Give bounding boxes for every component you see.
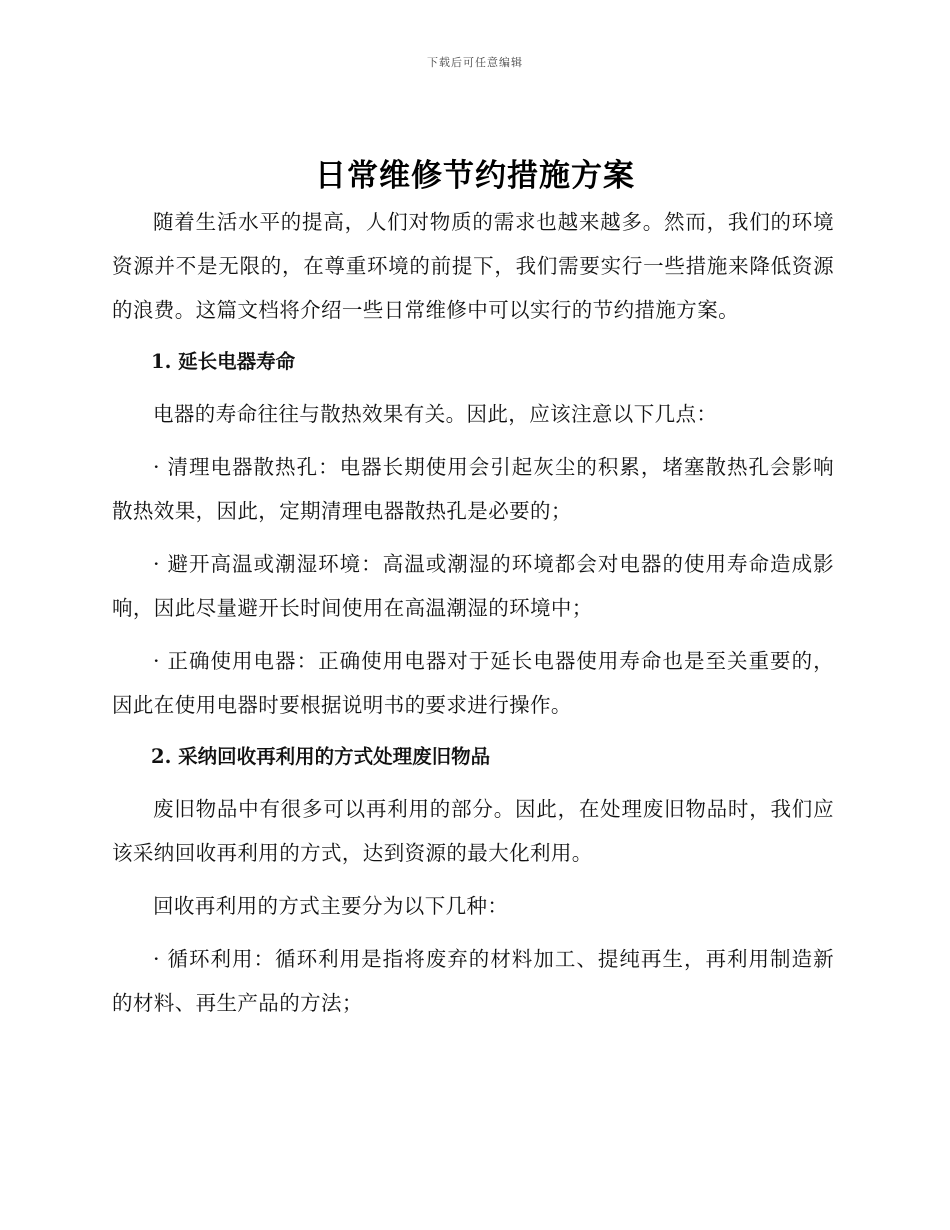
section-1-lead: 电器的寿命往往与散热效果有关。因此，应该注意以下几点： bbox=[153, 402, 718, 426]
section-2-lead: 废旧物品中有很多可以再利用的部分。因此，在处理废旧物品时，我们应该采纳回收再利用的方式，达到资源的最大化利用。 bbox=[112, 797, 834, 865]
section-1-bullet: · 避开高温或潮湿环境：高温或潮湿的环境都会对电器的使用寿命造成影响，因此尽量避开长时间使用在高温潮湿的环境中； bbox=[112, 552, 834, 620]
section-1-bullet: · 正确使用电器：正确使用电器对于延长电器使用寿命也是至关重要的，因此在使用电器时要根据说明书的要求进行操作。 bbox=[112, 649, 834, 717]
intro-paragraph: 随着生活水平的提高，人们对物质的需求也越来越多。然而，我们的环境资源并不是无限的，在尊重环境的前提下，我们需要实行一些措施来降低资源的浪费。这篇文档将介绍一些日常维修中可以实行的节约措施方案。 bbox=[112, 210, 834, 322]
section-2-heading: 2. 采纳回收再利用的方式处理废旧物品 bbox=[151, 745, 491, 768]
section-1-bullet: · 清理电器散热孔：电器长期使用会引起灰尘的积累，堵塞散热孔会影响散热效果，因此，定期清理电器散热孔是必要的； bbox=[112, 455, 834, 523]
header-note: 下载后可任意编辑 bbox=[427, 56, 523, 69]
section-2-bullet: · 循环利用：循环利用是指将废弃的材料加工、提纯再生，再利用制造新的材料、再生产品的方法； bbox=[112, 947, 834, 1015]
section-1-heading: 1. 延长电器寿命 bbox=[151, 350, 296, 373]
document-body bbox=[112, 200, 834, 1025]
section-2-lead-2: 回收再利用的方式主要分为以下几种： bbox=[153, 894, 509, 918]
document-title: 日常维修节约措施方案 bbox=[315, 158, 635, 194]
